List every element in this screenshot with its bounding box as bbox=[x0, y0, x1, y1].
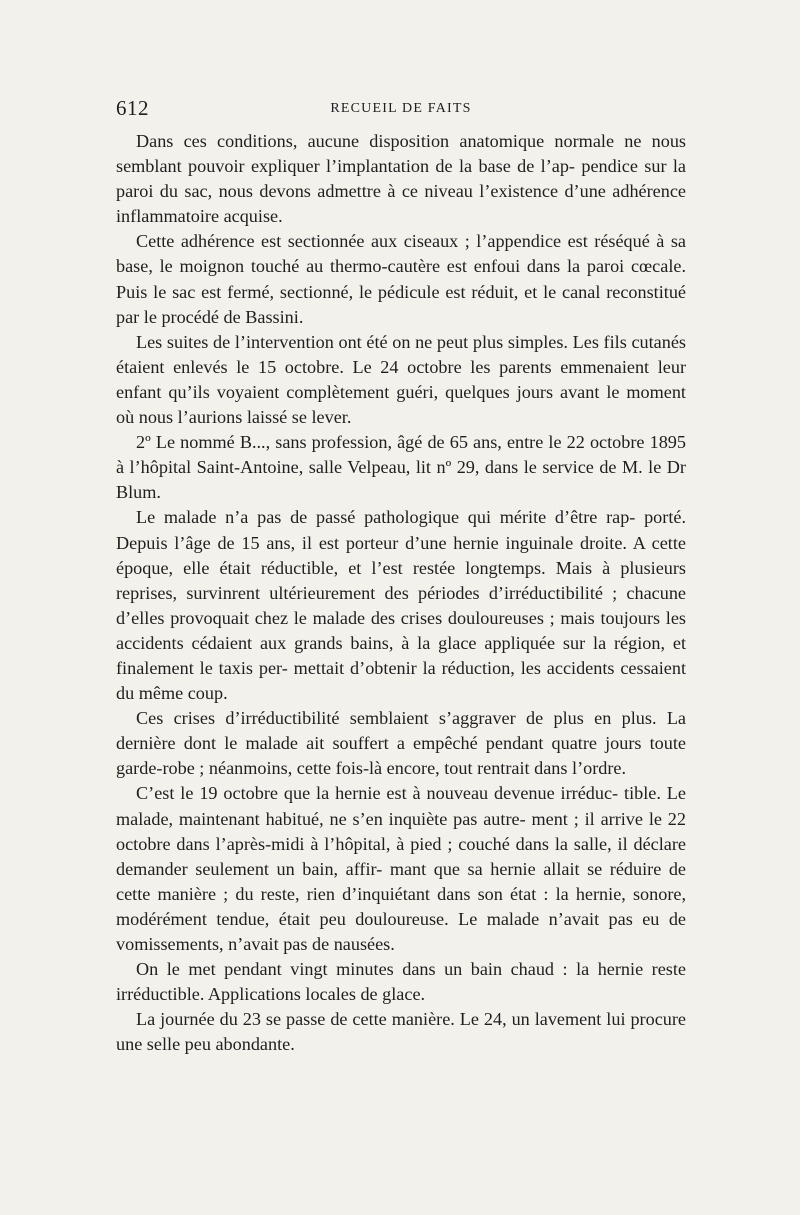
paragraph-1: Dans ces conditions, aucune disposition anatomique normale ne nous semblant pouvoir expliquer l’implantation de la base de l’ap- pendice sur la paroi du sac, nous devons admettre à ce niveau l’existence d’une adhérence inflammatoire acquise. bbox=[116, 131, 686, 227]
page-number: 612 bbox=[116, 96, 149, 120]
paragraph-7: C’est le 19 octobre que la hernie est à nouveau devenue irréduc- tible. Le malade, maintenant habitué, ne s’en inquiète pas autre- ment ; il arrive le 22 octobre dans l’après-midi à l’hôpital, à pied ; couché dans la salle, il déclare demander seulement un bain, affir- mant que sa hernie allait se réduire de cette manière ; du reste, rien d’inquiétant dans son état : la hernie, sonore, modérément tendue, était peu douloureuse. Le malade n’avait pas eu de vomissements, n’avait pas de nausées. bbox=[116, 783, 686, 954]
paragraph-5: Le malade n’a pas de passé pathologique qui mérite d’être rap- porté. Depuis l’âge de 15 ans, il est porteur d’une hernie inguinale droite. A cette époque, elle était réductible, et l’est restée longtemps. Mais à plusieurs reprises, survinrent ultérieurement des périodes d’irréductibilité ; chacune d’elles provoquait chez le malade des crises douloureuses ; mais toujours les accidents cédaient aux grands bains, à la glace appliquée sur la région, et finalement le taxis per- mettait d’obtenir la réduction, les accidents cessaient du même coup. bbox=[116, 507, 686, 704]
paragraph-4: 2º Le nommé B..., sans profession, âgé de 65 ans, entre le 22 octobre 1895 à l’hôpital Saint-Antoine, salle Velpeau, lit nº 29, dans le service de M. le Dr Blum. bbox=[116, 432, 686, 503]
paragraph-3: Les suites de l’intervention ont été on ne peut plus simples. Les fils cutanés étaient enlevés le 15 octobre. Le 24 octobre les parents emmenaient leur enfant qu’ils voyaient complètement guéri, quelques jours avant le moment où nous l’aurions laissé se lever. bbox=[116, 331, 686, 428]
running-title: RECUEIL DE FAITS bbox=[330, 101, 472, 116]
paragraph-9: La journée du 23 se passe de cette manière. Le 24, un lavement lui procure une selle peu abondante. bbox=[116, 1009, 686, 1055]
body-text bbox=[116, 129, 686, 1057]
paragraph-2: Cette adhérence est sectionnée aux ciseaux ; l’appendice est réséqué à sa base, le moignon touché au thermo-cautère est enfoui dans la paroi cœcale. Puis le sac est fermé, sectionné, le pédicule est réduit, et le canal reconstitué par le procédé de Bassini. bbox=[116, 231, 686, 327]
paragraph-6: Ces crises d’irréductibilité semblaient s’aggraver de plus en plus. La dernière dont le malade ait souffert a empêché pendant quatre jours toute garde-robe ; néanmoins, cette fois-là encore, tout rentrait dans l’ordre. bbox=[116, 708, 686, 779]
page-header bbox=[116, 96, 686, 126]
paragraph-8: On le met pendant vingt minutes dans un bain chaud : la hernie reste irréductible. Applications locales de glace. bbox=[116, 959, 686, 1005]
